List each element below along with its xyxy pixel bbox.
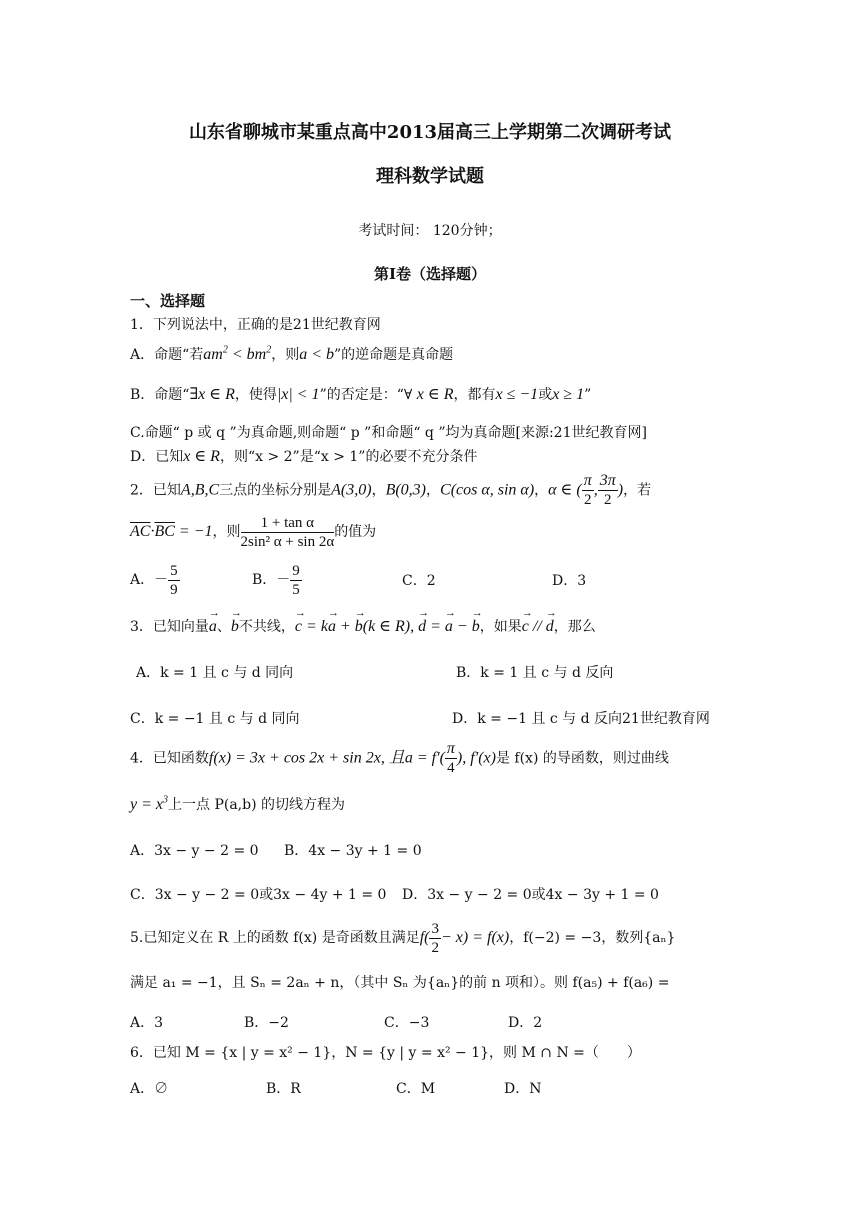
q2-option-c: C．2 xyxy=(402,573,436,589)
exam-time: 考试时间： 120分钟； xyxy=(358,223,502,239)
q3-option-c: C．k = −1 且 c 与 d 同向 xyxy=(130,711,300,727)
q4-option-a: A．3x − y − 2 = 0 xyxy=(130,843,259,859)
q5-option-c: C．−3 xyxy=(384,1015,430,1031)
q5-option-a: A．3 xyxy=(130,1015,164,1031)
q1-option-a: A．命题“若$am^2 < bm^2$，则a < b”的逆命题是真命题 xyxy=(130,344,454,363)
q5-option-d: D．2 xyxy=(508,1015,543,1031)
q3-stem: 3．已知向量→ a、→ b不共线，→ c = k→ a + → b(k ∈ R), → d = → a − → b，如果→ c // → d，那么 xyxy=(130,616,596,636)
q6-option-d: D．N xyxy=(504,1081,542,1097)
q4-option-b: B．4x − 3y + 1 = 0 xyxy=(284,843,422,859)
q6-stem: 6．已知 M = {x | y = x² − 1}，N = {y | y = x² − 1}，则 M ∩ N =（ ） xyxy=(130,1045,641,1061)
q1-option-c: C.命题“ p 或 q ”为真命题,则命题“ p ”和命题“ q ”均为真命题[来源:21世纪教育网] xyxy=(130,425,647,441)
part-heading: 第Ⅰ卷（选择题） xyxy=(373,265,487,283)
q4-option-d: D．3x − y − 2 = 0或4x − 3y + 1 = 0 xyxy=(402,887,659,903)
q6-option-c: C．M xyxy=(396,1081,436,1097)
q4-option-c: C．3x − y − 2 = 0或3x − 4y + 1 = 0 xyxy=(130,887,387,903)
exam-subtitle: 理科数学试题 xyxy=(376,166,484,187)
q2-option-d: D．3 xyxy=(552,573,587,589)
q3-option-d: D．k = −1 且 c 与 d 反向21世纪教育网 xyxy=(452,711,710,727)
q5-stem: 5.已知定义在 R 上的函数 f(x) 是奇函数且满足f( $\frac{3}{2}$ − x) = f(x)，f(−2) = −3，数列{aₙ} xyxy=(130,920,676,956)
q6-option-a: A．∅ xyxy=(130,1081,169,1097)
q3-option-a: A．k = 1 且 c 与 d 同向 xyxy=(136,665,294,681)
q1-option-d: D．已知x ∈ R，则“x > 2”是“x > 1”的必要不充分条件 xyxy=(130,448,478,465)
q6-option-b: B．R xyxy=(266,1081,301,1097)
q4-line2: $y = x^3$上一点 P(a,b) 的切线方程为 xyxy=(130,794,346,813)
exam-title: 山东省聊城市某重点高中2013届高三上学期第二次调研考试 xyxy=(188,122,672,143)
q1-option-b: B．命题“∃x ∈ R，使得|x| < 1”的否定是：“∀ x ∈ R，都有x ≤ −1或x ≥ 1” xyxy=(130,386,592,403)
q2-option-a: A．－ $\frac{5}{9}$ xyxy=(130,562,178,598)
q5-option-b: B．−2 xyxy=(244,1015,289,1031)
q2-option-b: B．－ $\frac{9}{5}$ xyxy=(252,562,300,598)
section-heading: 一、选择题 xyxy=(130,292,206,310)
q5-line2: 满足 a₁ = −1，且 Sₙ = 2aₙ + n，（其中 Sₙ 为{aₙ}的前 n 项和）。则 f(a₅) + f(a₆) = xyxy=(130,975,670,991)
q2-stem: 2．已知A,B,C三点的坐标分别是A(3,0)，B(0,3)，C(cos α, sin α)，α ∈ ( $\frac{\pi}{2}$ , $\frac{3\pi}{2}$ )，若 xyxy=(130,472,652,508)
q1-stem: 1．下列说法中，正确的是21世纪教育网 xyxy=(130,317,381,333)
q4-stem: 4．已知函数f(x) = 3x + cos 2x + sin 2x, 且a = f′( $\frac{\pi}{4}$ ), f′(x)是 f(x) 的导函数，则过曲线 xyxy=(130,740,669,776)
q2-line2: $\overline{AC}\cdot\overline{BC} = -1$，则 $\frac{\text{1 + tan α}}{\text{2sin² α + sin 2α}}$ 的值为 xyxy=(130,514,377,550)
q3-option-b: B．k = 1 且 c 与 d 反向 xyxy=(456,665,614,681)
